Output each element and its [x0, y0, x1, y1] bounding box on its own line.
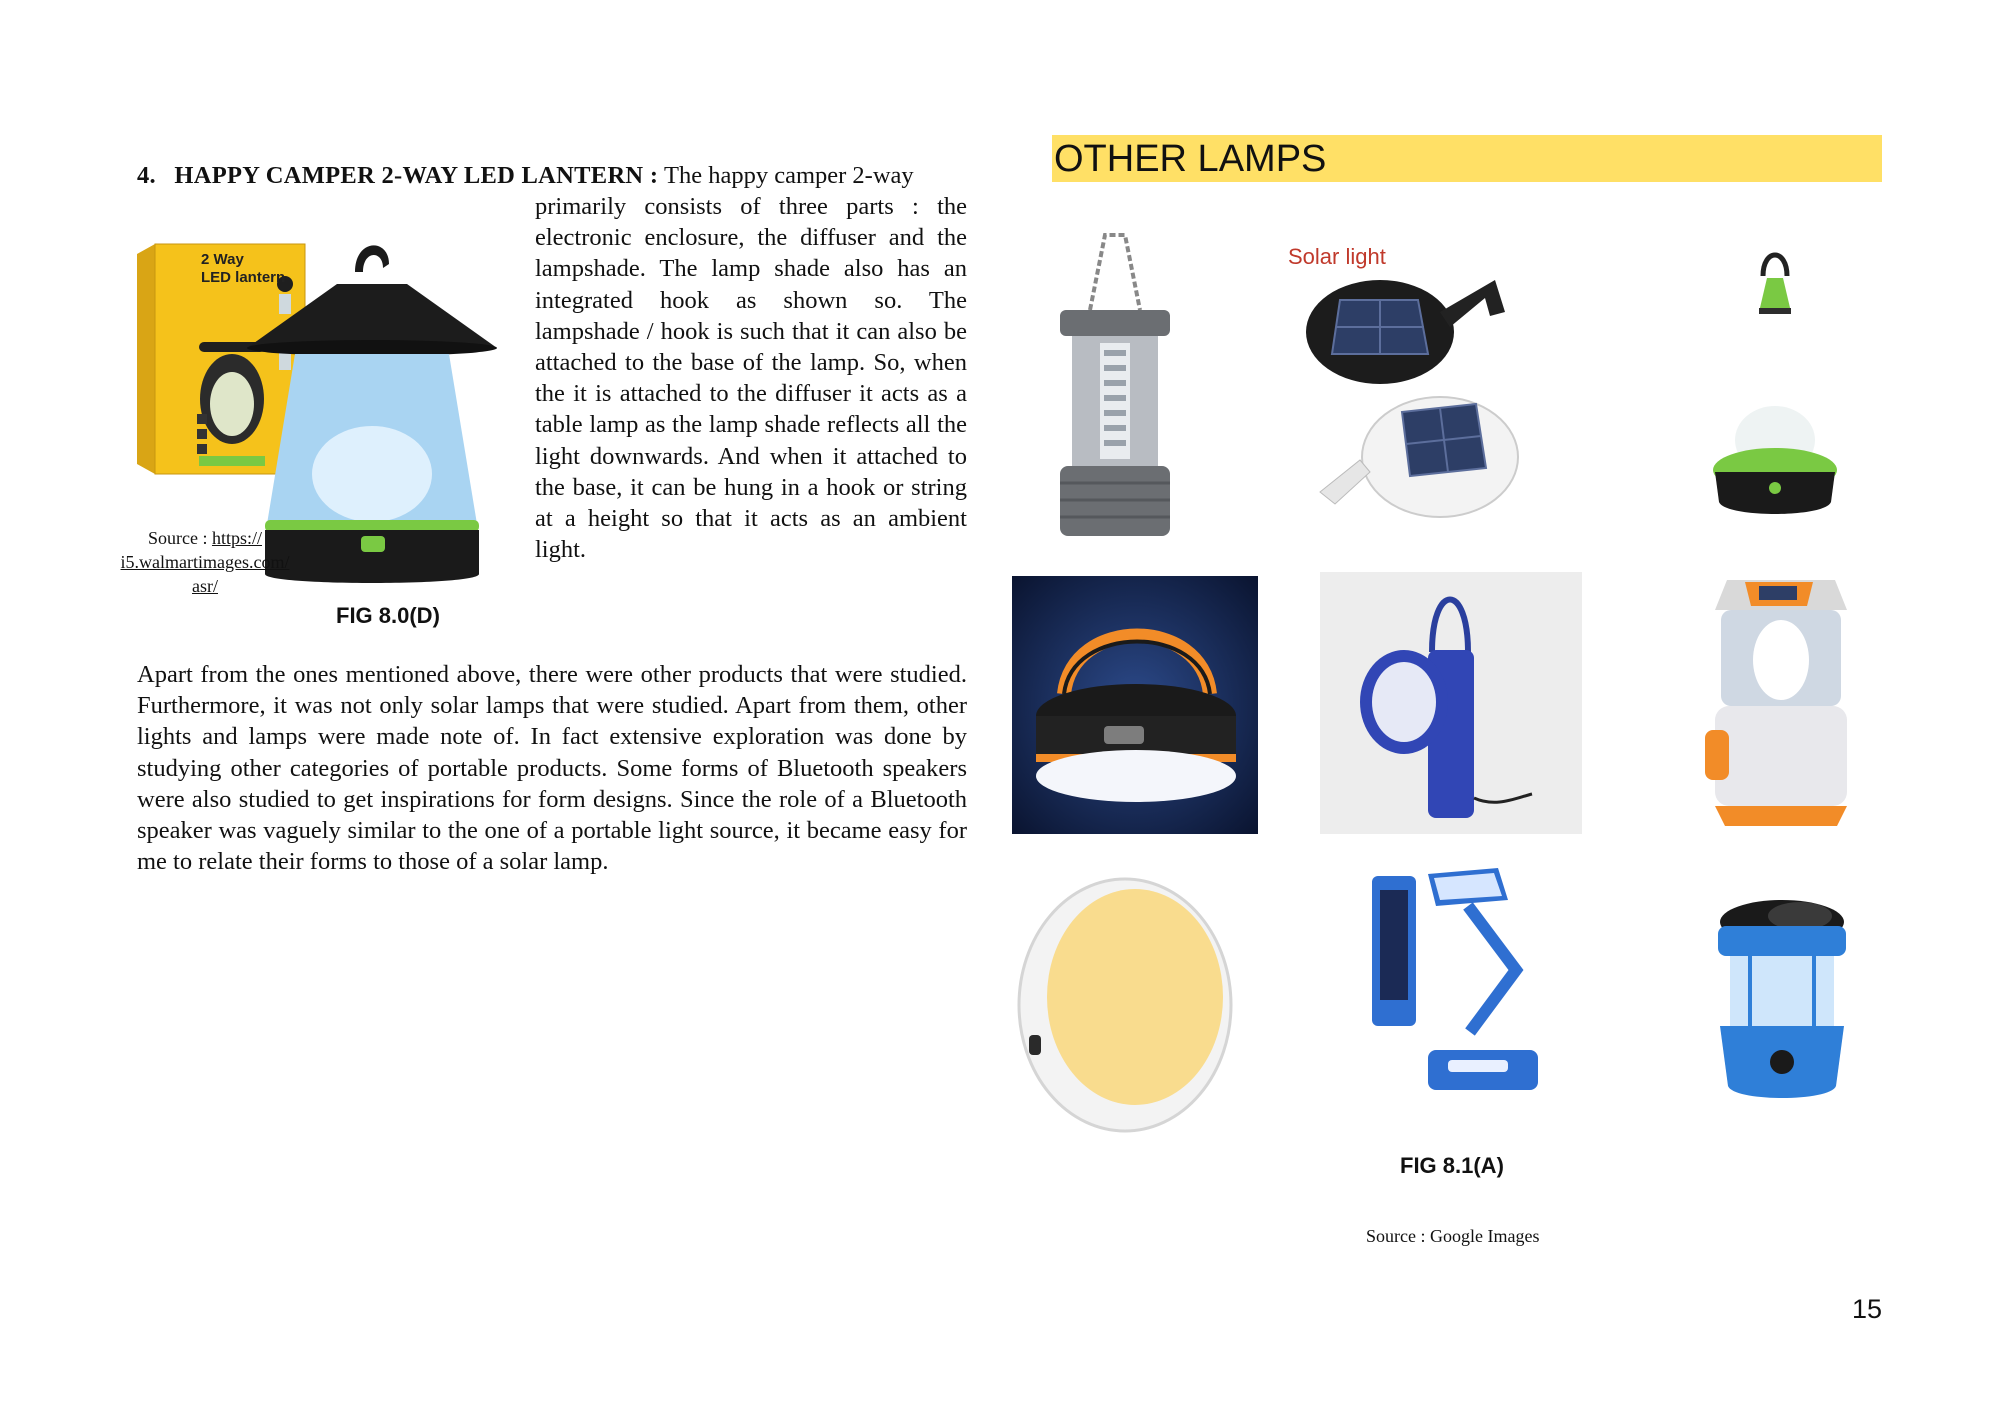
lamp-orange-solar-lantern-image	[1695, 570, 1867, 832]
item-description: primarily consists of three parts : the electronic enclosure, the diffuser and the lampshade. The lamp shade also has an integrated hook as shown so. The lampshade / hook is such that it can also be attached to the base of the lamp. So, when the it is attached to the diffuser it acts as a table lamp as the lamp shade reflects all the light downwards. And when it attached to the base, it can be hung in a hook or string at a height so that it acts as an ambient light.	[535, 193, 967, 564]
item-title: HAPPY CAMPER 2-WAY LED LANTERN :	[174, 162, 659, 189]
solar-light-label: Solar light	[1288, 244, 1386, 269]
source-left-url-3[interactable]: asr/	[192, 576, 218, 596]
fig-caption-right: FIG 8.1(A)	[1400, 1153, 1504, 1178]
box-text-line2: LED lantern	[201, 269, 286, 286]
source-left-label: Source :	[148, 528, 208, 548]
fig-caption-left: FIG 8.0(D)	[336, 603, 440, 628]
source-left	[112, 526, 298, 598]
lamp-collapsible-lantern-image	[1050, 225, 1180, 555]
source-right: Source : Google Images	[1366, 1226, 1540, 1246]
lamp-solar-light-image	[1300, 272, 1520, 532]
source-left-url-1[interactable]: https://	[211, 528, 262, 548]
source-left-url-2[interactable]: i5.walmartimages.com/	[120, 552, 290, 572]
lamp-small-green-image	[1715, 240, 1875, 550]
page-number: 15	[1852, 1294, 1883, 1324]
item-number: 4.	[137, 162, 156, 189]
lamp-blue-camping-lantern-image	[1690, 890, 1870, 1100]
lamp-camping-night-image	[1012, 576, 1258, 834]
item-lead: The happy camper 2-way	[664, 162, 914, 189]
lamp-folding-desk-image	[1358, 860, 1548, 1120]
lamp-blue-flashlight-image	[1320, 572, 1582, 834]
paragraph-other-products: Apart from the ones mentioned above, there were other products that were studied. Furthermore, it was not only solar lamps that were studied. Apart from them, other lights and lamps were made note of. In fact extensive exploration was done by studying other categories of portable products. Some forms of Bluetooth speakers were also studied to get inspirations for form designs. Since the role of a Bluetooth speaker was vaguely similar to the one of a portable light source, it became easy for me to relate their forms to those of a solar lamp.	[137, 661, 967, 876]
box-text-line1: 2 Way	[201, 251, 244, 268]
lamp-round-wall-light-image	[1015, 875, 1235, 1135]
section-title: OTHER LAMPS	[1054, 138, 1327, 180]
item-heading	[137, 160, 967, 191]
